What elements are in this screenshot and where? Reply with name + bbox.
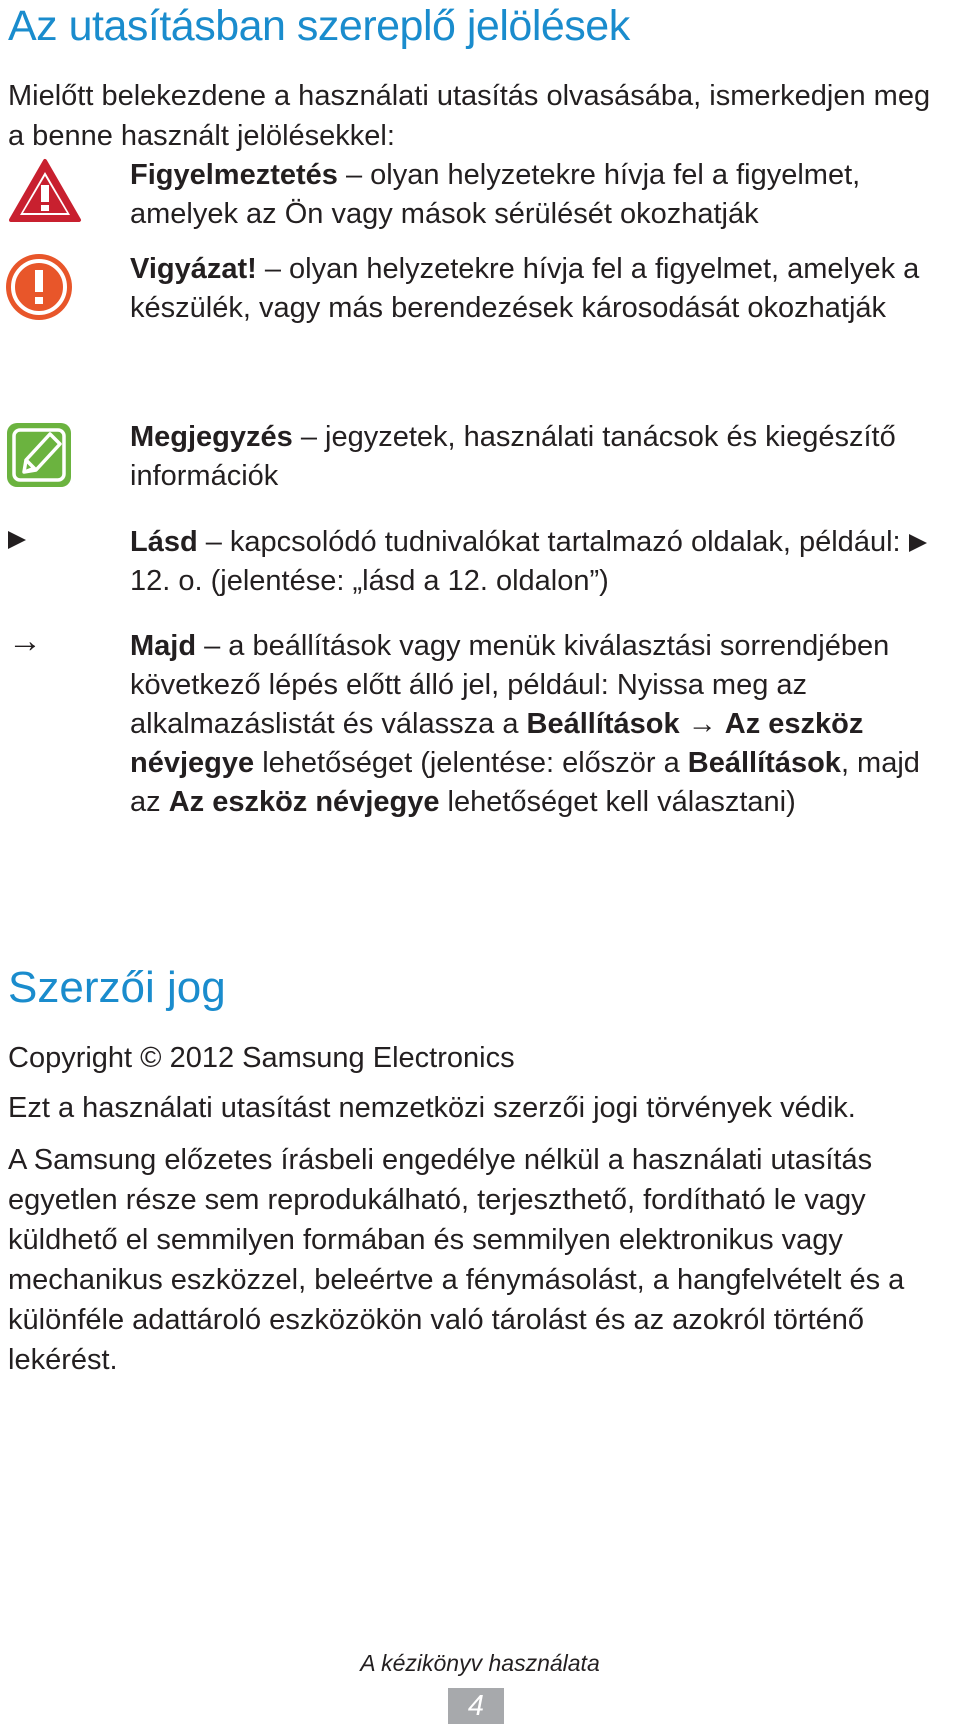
caution-circle-icon bbox=[4, 252, 74, 327]
right-arrow-icon: → bbox=[8, 622, 42, 660]
note-description: Megjegyzés – jegyzetek, használati tanácsok és kiegészítő információk bbox=[130, 421, 896, 492]
page-heading: Az utasításban szereplő jelölések bbox=[8, 2, 630, 50]
triangle-right-icon bbox=[8, 531, 26, 553]
note-pencil-icon bbox=[4, 420, 74, 495]
copyright-line: Copyright © 2012 Samsung Electronics bbox=[8, 1042, 515, 1074]
footer-section-title: A kézikönyv használata bbox=[360, 1650, 600, 1676]
note-term: Megjegyzés bbox=[130, 421, 293, 453]
copyright-paragraph-2: A Samsung előzetes írásbeli engedélye nélkül a használati utasítás egyetlen része sem reprodukálható, terjeszthető, fordítható le vagy küldhető el semmilyen formában és semmilyen elektronikus vagy mechanikus eszközzel, beleértve a fénymásolást, a hangfelvételt és a különféle adattároló eszközökön való tárolást és az azokról történő lekérést. bbox=[8, 1144, 905, 1376]
see-description: Lásd – kapcsolódó tudnivalókat tartalmazó oldalak, például: 12. o. (jelentése: „lásd a 12. oldalon”) bbox=[130, 523, 952, 601]
triangle-right-icon bbox=[909, 534, 927, 552]
copyright-paragraph-1: Ezt a használati utasítást nemzetközi szerzői jogi törvények védik. bbox=[8, 1092, 856, 1124]
intro-paragraph: Mielőtt belekezdene a használati utasítás olvasásába, ismerkedjen meg a benne használt jelölésekkel: bbox=[8, 80, 931, 152]
see-term: Lásd bbox=[130, 526, 198, 558]
caution-term: Vigyázat! bbox=[130, 253, 257, 285]
page-number: 4 bbox=[448, 1688, 504, 1724]
copyright-heading: Szerzői jog bbox=[8, 963, 226, 1012]
caution-description: Vigyázat! – olyan helyzetekre hívja fel a figyelmet, amelyek a készülék, vagy más berendezések károsodását okozhatják bbox=[130, 253, 920, 324]
then-description: Majd – a beállítások vagy menük kiválasztási sorrendjében következő lépés előtt álló jel, például: Nyissa meg az alkalmazáslistát és válassza a Beállítások → Az eszköz névjegye lehetőséget (jelentése: először a Beállítások, majd az Az eszköz névjegye lehetőséget kell választani) bbox=[130, 630, 920, 818]
warning-triangle-icon bbox=[8, 158, 82, 229]
warning-term: Figyelmeztetés bbox=[130, 159, 338, 191]
warning-description: Figyelmeztetés – olyan helyzetekre hívja fel a figyelmet, amelyek az Ön vagy mások sérülését okozhatják bbox=[130, 159, 861, 230]
then-term: Majd bbox=[130, 630, 197, 662]
